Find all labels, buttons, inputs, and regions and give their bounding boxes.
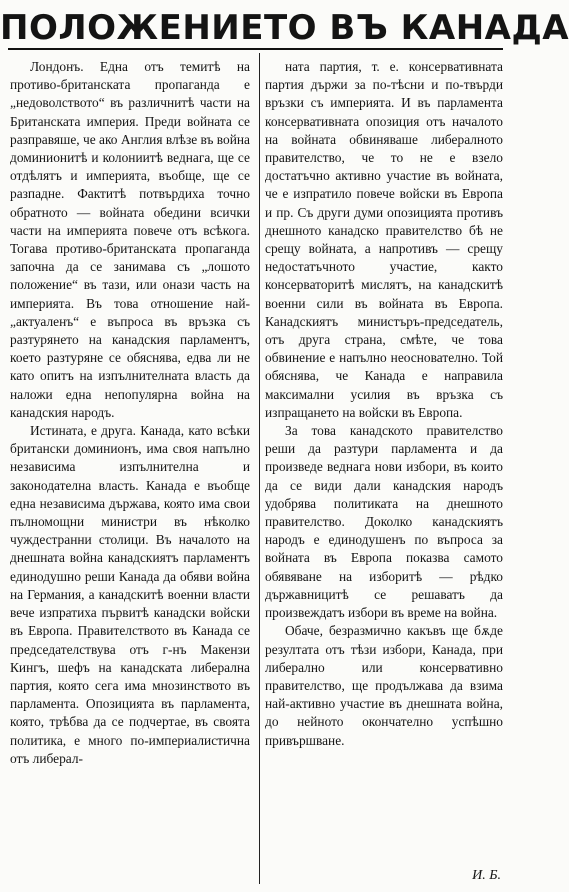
paragraph: Обаче, безразмично какъвъ ще бѫде резултата отъ тѣзи избори, Канада, при либерално или консервативно правителство, ще продължава да взима най-активно участие въ днешната война, до нейното окончателно успѣшно привършване. xyxy=(265,623,503,748)
paragraph: За това канадското правителство реши да разтури парламента и да произведе веднага нови избори, въ които да се види дали канадския народъ удобрява политиката на днешното правителство. Доколко канадскиятъ народъ е единодушенъ по въпроса за войната въ Европа показва самото обявяване на изборитѣ — рѣдко държавницитѣ се решаватъ да произвеждатъ избори въ време на война. xyxy=(265,423,503,621)
right-column xyxy=(265,58,503,750)
left-column xyxy=(10,58,250,768)
article-headline: ПОЛОЖЕНИЕТО ВЪ КАНАДА xyxy=(0,8,569,48)
author-signature: И. Б. xyxy=(472,868,501,883)
paragraph: Истината, е друга. Канада, като всѣки британски доминионъ, има своя напълно независима изпълнителна и законодателна власть. Канада е въобще една независима държава, която има свои пълномощни министри въ нѣколко чуждестранни столици. Въ началото на днешната война канадскиятъ парламентъ единодушно реши Канада да обяви война на Германия, а канадскитѣ военни власти вече изпратиха първитѣ канадски войски въ Европа. Правителството въ Канада се председателствува отъ г-нъ Макензи Кингъ, шефъ на канадската либерална партия, която сега има мнозинството въ парламента. Опозицията въ парламента, която, трѣбва да се подчертае, въ своята политика, е много по-империалистична отъ либерал- xyxy=(10,423,250,766)
column-divider xyxy=(259,53,260,884)
paragraph: Лондонъ. Една отъ темитѣ на противо-британската пропаганда е „недоволството“ въ различнитѣ части на Британската империя. Преди войната се разправяше, че ако Англия влѣзе въ война доминионитѣ и колониитѣ веднага, ще се отдѣлятъ и империята, въобще, ще се разпадне. Фактитѣ потвърдиха точно обратното — войната обедини всички части на империята повече отъ всѣкога. Тогава противо-британската пропаганда започна да се занимава съ „лошото положение“ въ тази, или онази часть на империята. Въ това отношение най-„актуаленъ“ е въпроса въ връзка съ разтурянето на канадския парламентъ, което разтуряне се обяснява, едва ли не като опитъ на изпълнителната власть да наложи една непопулярна война на канадския народъ. xyxy=(10,59,250,420)
headline-rule xyxy=(8,48,503,50)
paragraph: ната партия, т. е. консервативната партия държи за по-тѣсни и по-твърди връзки съ империята. И въ парламента консервативната опозиция отъ началото на войната обвиняваше либералното правителство, че то не е взело достатъчно активно участие въ войната, че е изпратило повече войски въ Европа и пр. Съ други думи опозицията противъ днешното канадско правителство бѣ не срещу войната, а напротивъ — срещу недостатъчното участие, както консерваторитѣ мислятъ, на канадскитѣ военни сили въ войната въ Европа. Канадскиятъ министъръ-председатель, отъ друга страна, смѣте, че това обвинение е напълно неоснователно. Той обяснява, че Канада е направила максимални усилия въ връзка съ изпращането на войски въ Европа. xyxy=(265,59,503,420)
